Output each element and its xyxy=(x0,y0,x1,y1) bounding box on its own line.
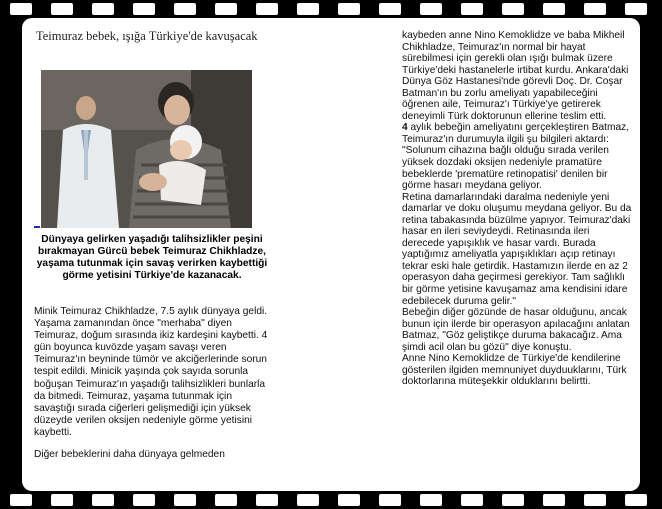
film-perforation-hole xyxy=(584,3,606,15)
film-perforation-hole xyxy=(584,494,606,506)
film-perforation-hole xyxy=(338,494,360,506)
film-perforation-hole xyxy=(502,494,524,506)
film-perforation-hole xyxy=(420,3,442,15)
article-page xyxy=(22,18,640,491)
film-perforation-hole xyxy=(51,494,73,506)
body-paragraph: kaybeden anne Nino Kemoklidze ve baba Mikheil Chikhladze, Teimuraz'ın normal bir hayat sürebilmesi için gerekli olan ışığı bulmak üzere Türkiye'deki hastanelerle irtibat kurdu. Ankara'daki Dünya Göz Hastanesi'nde görevli Doç. Dr. Coşar Batman'ın bu zorlu ameliyatı yapabileceğini öğrenen aile, Teimuraz'ı Türkiye'ye getirerek deneyimli Türk doktorunun ellerine teslim etti. xyxy=(402,30,629,122)
film-perforation-hole xyxy=(502,3,524,15)
film-perforation-hole xyxy=(256,3,278,15)
film-perforation-hole xyxy=(133,3,155,15)
film-perforation-hole xyxy=(461,3,483,15)
caption-marker xyxy=(34,226,40,228)
film-perforation-hole xyxy=(543,494,565,506)
film-perforation-hole xyxy=(297,494,319,506)
body-paragraph: Bebeğin diğer gözünde de hasar olduğunu, ancak bunun için ilerde bir operasyon apılacağını anlatan Batmaz, "Göz geliştikçe duruma bakacağız. Ama şimdi acil olan bu gözü" diye konuştu. xyxy=(402,307,630,353)
film-perforation-hole xyxy=(461,494,483,506)
film-strip-top xyxy=(0,0,662,18)
body-paragraph: "Solunum cihazına bağlı olduğu sırada verilen yüksek dozdaki oksijen nedeniyle pramatüre bebeklerde 'prematüre retinopatisi' denilen bir görme hasarı meydana geliyor. xyxy=(402,145,609,192)
article-lead: Dünyaya gelirken yaşadığı talihsizlikler peşini bırakmayan Gürcü bebek Teimuraz Chikhladze, yaşama tutunmak için savaş verirken kaybettiği görme yetisini Türkiye'de kazanacak. xyxy=(36,234,268,281)
body-paragraph: 4 aylık bebeğin ameliyatını gerçekleştiren Batmaz, Teimuraz'ın durumuyla ilgili şu bilgileri aktardı: xyxy=(402,122,630,145)
film-perforation-hole xyxy=(420,494,442,506)
film-perforation-hole xyxy=(625,3,647,15)
body-paragraph: Retina damarlarındaki daralma nedeniyle yeni damarlar ve doku oluşumu meydana geliyor. Bu da retina tabakasında büzülme yapıyor. Teimuraz'daki hasar en ileri seviydeydi. Retinasında ileri derecede yapışıklık ve hasar vardı. Burada yaptığımız ameliyatla yapışıklıkları açıp retinayı tekrar eski hale getirdik. Hastamızın ilerde en az 2 operasyon daha geçirmesi gerekiyor. Tam sağlıklı bir görme yetisine kavuşamaz ama kendisini idare edebilecek duruma gelir." xyxy=(402,191,632,307)
film-perforation-hole xyxy=(338,3,360,15)
body-paragraph: Diğer bebeklerini daha dünyaya gelmeden xyxy=(34,449,225,461)
film-perforation-hole xyxy=(10,494,32,506)
film-perforation-hole xyxy=(174,494,196,506)
film-perforation-hole xyxy=(256,494,278,506)
bold-number: 4 xyxy=(402,122,408,134)
film-perforation-hole xyxy=(215,3,237,15)
film-perforation-hole xyxy=(215,494,237,506)
film-perforation-hole xyxy=(92,3,114,15)
film-perforation-hole xyxy=(543,3,565,15)
body-paragraph: Minik Teimuraz Chikhladze, 7.5 aylık dünyaya geldi. Yaşama zamanından önce "merhaba" diyen Teimuraz, doğum sırasında ikiz kardeşini kaybetti. 4 gün boyunca kuvözde yaşam savaşı veren Teimuraz'ın beyninde tümör ve akciğerlerinde sorun tespit edildi. Minicik yaşında çok sayıda sorunla boğuşan Teimuraz'ın yaşadığı talihsizlikleri bunlarla da bitmedi. Teimuraz, yaşama tutunmak için savaştığı sırada ciğerleri gelişmediği için yüksek düzeyde verilen oksijen nedeniyle görme yetisini kaybetti. xyxy=(34,306,268,438)
article-body-left-column xyxy=(34,306,272,461)
film-strip-bottom xyxy=(0,491,662,509)
film-perforation-hole xyxy=(133,494,155,506)
film-perforation-hole xyxy=(379,494,401,506)
photo-doctor-mother-baby xyxy=(41,70,252,228)
film-perforation-hole xyxy=(51,3,73,15)
article-photo xyxy=(41,70,252,228)
article-body-right-column xyxy=(402,30,634,388)
film-perforation-hole xyxy=(174,3,196,15)
film-perforation-hole xyxy=(379,3,401,15)
article-headline: Teimuraz bebek, ışığa Türkiye'de kavuşacak xyxy=(36,29,258,43)
body-paragraph: Anne Nino Kemoklidze de Türkiye'de kendilerine gösterilen ilgiden memnuniyet duyduuklarını, Türk doktorlarına müteşekkir olduklarını belirtti. xyxy=(402,353,627,388)
film-perforation-hole xyxy=(92,494,114,506)
film-perforation-hole xyxy=(297,3,319,15)
film-perforation-hole xyxy=(625,494,647,506)
film-perforation-hole xyxy=(10,3,32,15)
